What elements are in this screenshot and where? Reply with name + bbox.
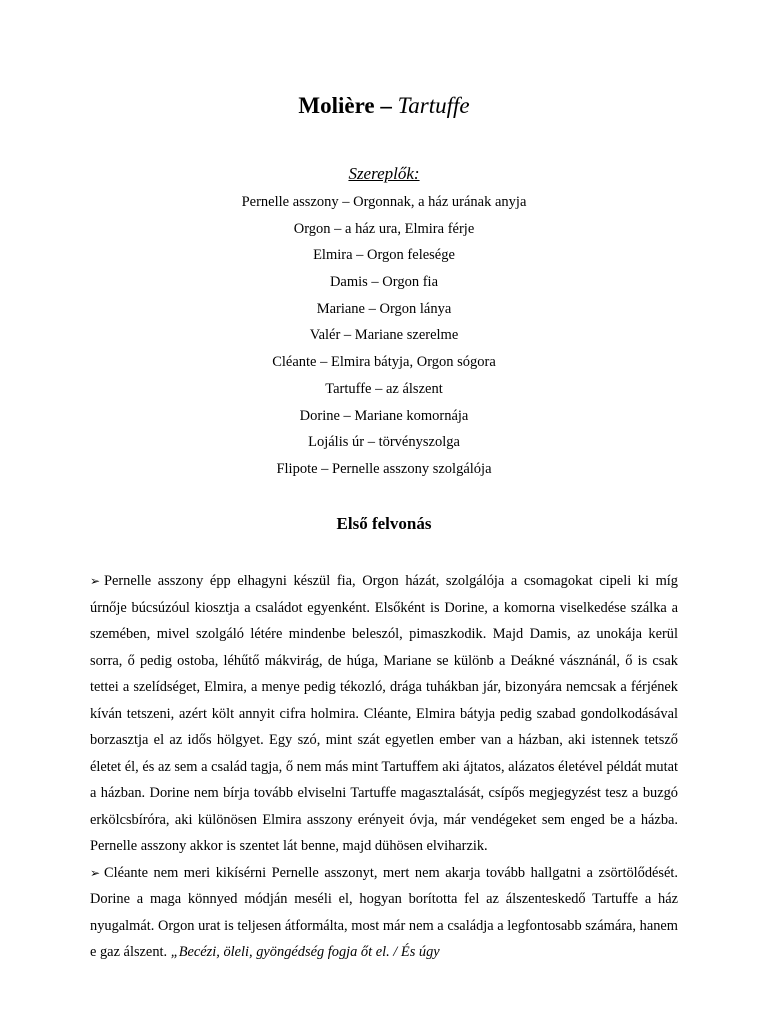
cast-heading: Szereplők: bbox=[348, 164, 420, 183]
cast-item: Damis – Orgon fia bbox=[329, 274, 439, 291]
paragraph-1-text: Pernelle asszony épp elhagyni készül fia, Orgon házát, szolgálója a csomagokat cipeli ki míg úrnője búcsúzóul kiosztja a családot egyenként. Elsőként is Dorine, a komorna viselkedése szálka a szemében, mivel szolgáló létére mindenbe beleszól, pimaszkodik. Majd Damis, az unokája kerül sorra, ő pedig ostoba, léhűtő mákvirág, de húga, Mariane se különb a Deákné vásznánál, ő is csak tettei a szelídséget, Elmira, a menye pedig tékozló, drága tuhákban jár, bizonyára nemcsak a férjének kíván tetszeni, azért költ annyit cifra holmira. Cléante, Elmira bátyja pedig szabad gondolkodásával borzasztja el az idős hölgyet. Egy szó, mint szát egyetlen ember van a házban, aki istennek tetsző életet él, és az sem a család tagja, ő nem más mint Tartuffem aki ájtatos, alázatos életével példát mutat a házban. Dorine nem bírja tovább elviselni Tartuffe magasztalását, csípős megjegyzést tesz a buzgó erkölcsbíróra, aki különösen Elmira asszony erényeit óvja, már vendégeket sem enged be a házba. Pernelle asszony akkor is szentet lát benne, majd dühösen elviharzik. bbox=[90, 573, 678, 854]
paragraph-1 bbox=[90, 568, 678, 860]
cast-item: Tartuffe – az álszent bbox=[325, 380, 443, 397]
cast-list bbox=[0, 190, 768, 484]
title-work: Tartuffe bbox=[397, 93, 470, 118]
paragraph-2 bbox=[90, 860, 678, 966]
bullet-arrow-icon: ➢ bbox=[90, 865, 101, 880]
cast-item: Dorine – Mariane komornája bbox=[299, 407, 469, 424]
act-heading: Első felvonás bbox=[336, 514, 432, 533]
title-author: Molière – bbox=[298, 93, 392, 118]
cast-item: Mariane – Orgon lánya bbox=[316, 300, 452, 317]
cast-item: Elmira – Orgon felesége bbox=[313, 247, 455, 264]
paragraph-2-text: Cléante nem meri kikísérni Pernelle asszonyt, mert nem akarja tovább hallgatni a zsörtölődését. Dorine a maga könnyed módján meséli el, hogyan borította fel az álszenteskedő Tartuffe a ház nyugalmát. Orgon urat is teljesen átformálta, most már nem a családja a legfontosabb számára, hanem e gaz álszent. bbox=[90, 864, 678, 960]
bullet-arrow-icon: ➢ bbox=[90, 574, 101, 588]
cast-item: Lojális úr – törvényszolga bbox=[308, 434, 460, 451]
body-text bbox=[90, 568, 678, 966]
cast-item: Cléante – Elmira bátyja, Orgon sógora bbox=[272, 354, 496, 371]
cast-item: Flipote – Pernelle asszony szolgálója bbox=[276, 460, 492, 477]
cast-item: Pernelle asszony – Orgonnak, a ház urának anyja bbox=[241, 194, 527, 210]
paragraph-2-quote: „Becézi, öleli, gyöngédség fogja őt el. / És úgy bbox=[170, 944, 440, 960]
document-title bbox=[0, 90, 768, 122]
cast-item: Orgon – a ház ura, Elmira férje bbox=[293, 220, 475, 237]
cast-item: Valér – Mariane szerelme bbox=[309, 327, 459, 344]
